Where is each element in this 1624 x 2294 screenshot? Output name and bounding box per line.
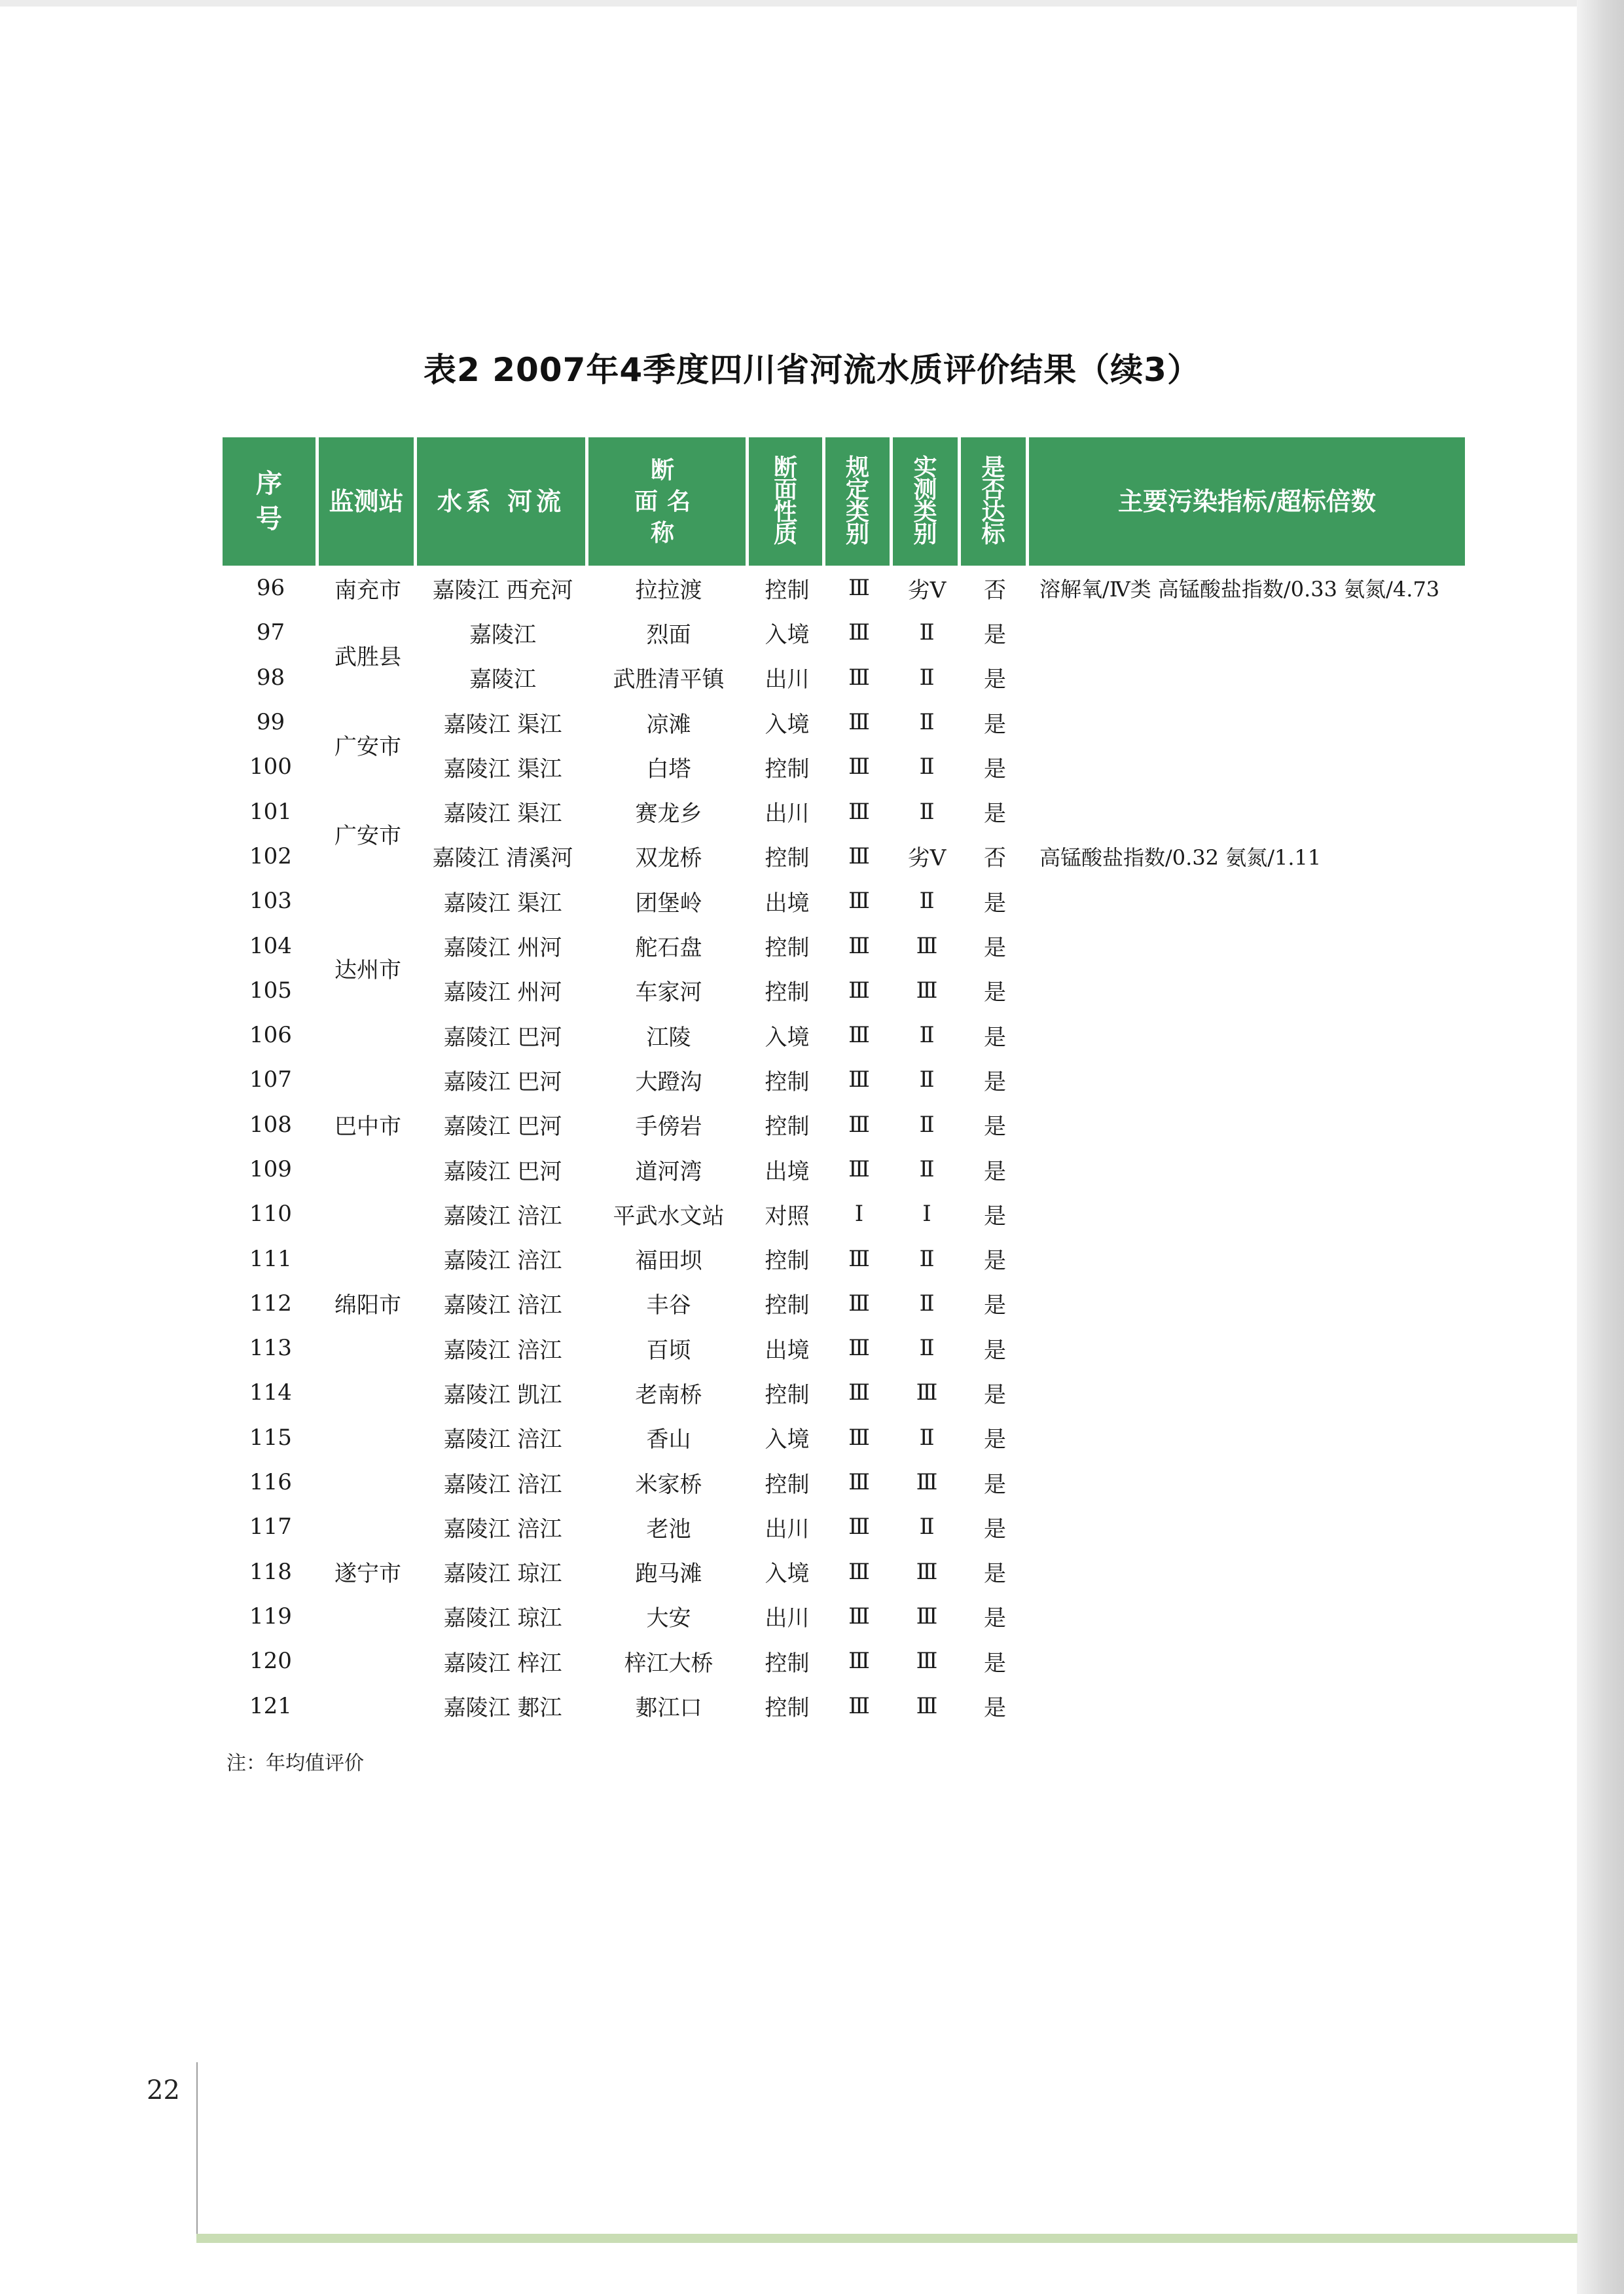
cell-section: 米家桥: [635, 1471, 702, 1498]
header-station: 监测站: [319, 437, 417, 566]
cell-seq: 108: [249, 1111, 292, 1138]
cell-pollutants: [1029, 1236, 1465, 1281]
cell-required: Ⅲ: [848, 843, 870, 869]
cell-nature: 控制: [765, 577, 810, 604]
cell-river: 嘉陵江 凯江: [443, 1381, 562, 1408]
cell-section: 百顷: [646, 1337, 691, 1364]
cell-section: 舵石盘: [635, 935, 702, 962]
cell-meets: 是: [984, 666, 1006, 693]
cell-section: 凉滩: [646, 711, 691, 738]
cell-nature: 控制: [765, 845, 810, 872]
cell-seq: 119: [249, 1603, 292, 1629]
cell-river: 嘉陵江 渠江: [443, 801, 562, 828]
cell-required: Ⅲ: [848, 664, 870, 691]
cell-river: 嘉陵江 涪江: [443, 1337, 562, 1364]
cell-pollutants: [1029, 700, 1465, 744]
cell-pollutants: [1029, 1281, 1465, 1326]
cell-measured: Ⅱ: [919, 1066, 935, 1093]
cell-section: 丰谷: [646, 1292, 691, 1319]
cell-seq: 107: [249, 1066, 292, 1093]
cell-nature: 对照: [765, 1203, 810, 1229]
cell-section: 白塔: [646, 756, 691, 782]
cell-river: 嘉陵江 涪江: [443, 1203, 562, 1229]
cell-seq: 117: [249, 1514, 292, 1540]
cell-required: Ⅲ: [848, 1648, 870, 1675]
cell-river: 嘉陵江 渠江: [443, 890, 562, 917]
cell-pollutants: [1029, 1147, 1465, 1192]
cell-nature: 控制: [765, 1292, 810, 1319]
cell-pollutants: [1029, 1415, 1465, 1460]
cell-river: 嘉陵江 涪江: [443, 1471, 562, 1498]
cell-section: 大安: [646, 1605, 691, 1632]
cell-nature: 出境: [765, 1337, 810, 1364]
cell-required: Ⅲ: [848, 1379, 870, 1406]
cell-station: 巴中市: [334, 1114, 401, 1140]
cell-measured: Ⅲ: [916, 1603, 938, 1629]
water-quality-table: [223, 437, 1465, 1728]
cell-required: Ⅲ: [848, 1603, 870, 1629]
cell-section: 车家河: [635, 979, 702, 1006]
header-seq: 序号: [223, 437, 319, 566]
cell-required: Ⅲ: [848, 1335, 870, 1362]
cell-seq: 98: [256, 664, 285, 691]
table-row: [223, 1057, 1465, 1102]
cell-section: 老南桥: [635, 1381, 702, 1408]
cell-meets: 否: [984, 577, 1006, 604]
cell-seq: 114: [249, 1379, 292, 1406]
cell-nature: 入境: [765, 1561, 810, 1588]
cell-pollutants: [1029, 968, 1465, 1013]
cell-meets: 是: [984, 621, 1006, 648]
cell-pollutants: [1029, 1594, 1465, 1639]
cell-section: 双龙桥: [635, 845, 702, 872]
cell-station: 武胜县: [334, 644, 401, 671]
cell-pollutants: [1029, 1057, 1465, 1102]
cell-meets: 是: [984, 1337, 1006, 1364]
cell-river: 嘉陵江 琼江: [443, 1561, 562, 1588]
cell-meets: 是: [984, 1427, 1006, 1453]
cell-pollutants: [1029, 1370, 1465, 1415]
table-header-row: [223, 437, 1465, 566]
cell-nature: 入境: [765, 621, 810, 648]
cell-section: 老池: [646, 1516, 691, 1542]
cell-pollutants: [1029, 610, 1465, 655]
cell-river: 嘉陵江 涪江: [443, 1292, 562, 1319]
cell-section: 手傍岩: [635, 1114, 702, 1140]
cell-required: Ⅲ: [848, 888, 870, 915]
cell-seq: 120: [249, 1648, 292, 1675]
cell-measured: Ⅱ: [919, 1335, 935, 1362]
cell-pollutants: 溶解氧/Ⅳ类 高锰酸盐指数/0.33 氨氮/4.73: [1039, 577, 1440, 602]
cell-nature: 控制: [765, 1471, 810, 1498]
cell-seq: 100: [249, 754, 292, 780]
table-row: [223, 610, 1465, 655]
cell-river: 嘉陵江 琼江: [443, 1605, 562, 1632]
cell-meets: 是: [984, 1650, 1006, 1677]
cell-river: 嘉陵江 州河: [443, 935, 562, 962]
cell-meets: 是: [984, 1292, 1006, 1319]
cell-river: 嘉陵江 州河: [443, 979, 562, 1006]
cell-meets: 是: [984, 1516, 1006, 1542]
cell-river: 嘉陵江 清溪河: [432, 845, 573, 872]
cell-section: 跑马滩: [635, 1561, 702, 1588]
cell-station: 遂宁市: [334, 1561, 401, 1588]
page-number: 22: [147, 2075, 180, 2105]
cell-nature: 出境: [765, 1158, 810, 1185]
cell-measured: Ⅱ: [919, 664, 935, 691]
cell-nature: 控制: [765, 1381, 810, 1408]
cell-pollutants: [1029, 1550, 1465, 1594]
cell-river: 嘉陵江 巴河: [443, 1068, 562, 1095]
cell-pollutants: [1029, 789, 1465, 833]
cell-river: 嘉陵江: [469, 666, 536, 693]
table-row: [223, 789, 1465, 833]
cell-meets: 是: [984, 1381, 1006, 1408]
cell-required: Ⅲ: [848, 709, 870, 736]
cell-measured: 劣Ⅴ: [907, 577, 947, 604]
cell-measured: Ⅲ: [916, 932, 938, 959]
cell-section: 香山: [646, 1427, 691, 1453]
cell-seq: 106: [249, 1022, 292, 1049]
cell-meets: 是: [984, 1024, 1006, 1051]
cell-meets: 是: [984, 935, 1006, 962]
cell-required: Ⅲ: [848, 619, 870, 646]
cell-seq: 115: [249, 1424, 292, 1451]
cell-measured: Ⅱ: [919, 754, 935, 780]
cell-required: Ⅲ: [848, 575, 870, 602]
cell-nature: 控制: [765, 1650, 810, 1677]
cell-section: 赛龙乡: [635, 801, 702, 828]
cell-seq: 110: [249, 1201, 292, 1228]
cell-section: 平武水文站: [613, 1203, 725, 1229]
cell-meets: 是: [984, 756, 1006, 782]
table-note: 注：年均值评价: [226, 1752, 364, 1775]
cell-required: Ⅲ: [848, 1111, 870, 1138]
cell-station: 广安市: [334, 823, 401, 850]
cell-pollutants: [1029, 1683, 1465, 1728]
cell-measured: Ⅲ: [916, 977, 938, 1004]
cell-section: 拉拉渡: [635, 577, 702, 604]
cell-measured: Ⅱ: [919, 709, 935, 736]
cell-station: 绵阳市: [334, 1292, 401, 1319]
cell-nature: 出川: [765, 666, 810, 693]
cell-river: 嘉陵江 梓江: [443, 1650, 562, 1677]
cell-seq: 99: [256, 709, 285, 736]
cell-required: Ⅲ: [848, 1022, 870, 1049]
cell-seq: 118: [249, 1558, 292, 1585]
cell-pollutants: [1029, 1639, 1465, 1683]
header-required: 规定类别: [825, 437, 893, 566]
cell-pollutants: [1029, 1326, 1465, 1370]
cell-meets: 是: [984, 1471, 1006, 1498]
cell-required: Ⅲ: [848, 1245, 870, 1272]
header-measured: 实测类别: [893, 437, 961, 566]
cell-meets: 是: [984, 1203, 1006, 1229]
cell-nature: 控制: [765, 979, 810, 1006]
cell-nature: 控制: [765, 756, 810, 782]
cell-seq: 113: [249, 1335, 292, 1362]
cell-measured: Ⅲ: [916, 1648, 938, 1675]
header-section: 断 面名 称: [588, 437, 749, 566]
scan-edge-top: [0, 0, 1624, 7]
cell-river: 嘉陵江: [469, 621, 536, 648]
cell-river: 嘉陵江 涪江: [443, 1427, 562, 1453]
cell-required: Ⅲ: [848, 798, 870, 825]
cell-nature: 出川: [765, 1605, 810, 1632]
cell-pollutants: [1029, 744, 1465, 789]
cell-river: 嘉陵江 郪江: [443, 1695, 562, 1722]
cell-river: 嘉陵江 涪江: [443, 1248, 562, 1275]
cell-required: Ⅲ: [848, 1156, 870, 1182]
header-river: 水系 河流: [417, 437, 588, 566]
table-title: 表2 2007年4季度四川省河流水质评价结果（续3）: [424, 351, 1200, 389]
cell-river: 嘉陵江 渠江: [443, 756, 562, 782]
cell-pollutants: [1029, 923, 1465, 968]
cell-meets: 是: [984, 1158, 1006, 1185]
cell-nature: 出川: [765, 1516, 810, 1542]
cell-required: Ⅲ: [848, 1424, 870, 1451]
cell-pollutants: 高锰酸盐指数/0.32 氨氮/1.11: [1039, 845, 1322, 870]
cell-nature: 入境: [765, 1024, 810, 1051]
cell-pollutants: [1029, 1102, 1465, 1147]
cell-seq: 97: [256, 619, 285, 646]
cell-nature: 控制: [765, 1695, 810, 1722]
cell-measured: Ⅱ: [919, 1514, 935, 1540]
cell-section: 福田坝: [635, 1248, 702, 1275]
cell-meets: 是: [984, 979, 1006, 1006]
cell-seq: 121: [249, 1692, 292, 1719]
cell-meets: 是: [984, 890, 1006, 917]
cell-nature: 出川: [765, 801, 810, 828]
table-row: [223, 879, 1465, 923]
cell-river: 嘉陵江 巴河: [443, 1024, 562, 1051]
cell-meets: 是: [984, 711, 1006, 738]
cell-meets: 是: [984, 1248, 1006, 1275]
cell-river: 嘉陵江 西充河: [432, 577, 573, 604]
cell-section: 梓江大桥: [624, 1650, 713, 1677]
cell-required: Ⅲ: [848, 977, 870, 1004]
cell-seq: 109: [249, 1156, 292, 1182]
cell-river: 嘉陵江 巴河: [443, 1158, 562, 1185]
header-meets: 是否达标: [961, 437, 1029, 566]
cell-nature: 控制: [765, 1114, 810, 1140]
cell-nature: 入境: [765, 1427, 810, 1453]
cell-required: Ⅲ: [848, 1514, 870, 1540]
cell-measured: Ⅱ: [919, 1022, 935, 1049]
cell-meets: 是: [984, 1068, 1006, 1095]
cell-section: 大蹬沟: [635, 1068, 702, 1095]
bottom-bar: [196, 2234, 1578, 2243]
table-body: [223, 566, 1465, 1728]
table-row: [223, 1415, 1465, 1460]
cell-river: 嘉陵江 渠江: [443, 711, 562, 738]
cell-meets: 是: [984, 1114, 1006, 1140]
cell-pollutants: [1029, 1013, 1465, 1057]
cell-seq: 103: [249, 888, 292, 915]
cell-seq: 111: [249, 1245, 292, 1272]
cell-seq: 112: [249, 1290, 292, 1317]
cell-nature: 出境: [765, 890, 810, 917]
cell-section: 道河湾: [635, 1158, 702, 1185]
cell-section: 武胜清平镇: [613, 666, 725, 693]
cell-measured: Ⅱ: [919, 1111, 935, 1138]
cell-meets: 否: [984, 845, 1006, 872]
cell-required: Ⅲ: [848, 1066, 870, 1093]
cell-required: Ⅲ: [848, 1692, 870, 1719]
cell-measured: Ⅱ: [919, 1424, 935, 1451]
cell-pollutants: [1029, 1504, 1465, 1549]
cell-pollutants: [1029, 655, 1465, 700]
cell-measured: Ⅲ: [916, 1692, 938, 1719]
cell-meets: 是: [984, 801, 1006, 828]
cell-station: 达州市: [334, 957, 401, 984]
cell-section: 郪江口: [635, 1695, 702, 1722]
cell-measured: Ⅰ: [922, 1201, 931, 1228]
table-row: [223, 700, 1465, 744]
header-pollutants: 主要污染指标/超标倍数: [1029, 437, 1465, 566]
cell-seq: 101: [249, 798, 292, 825]
cell-measured: Ⅱ: [919, 888, 935, 915]
cell-section: 江陵: [646, 1024, 691, 1051]
cell-meets: 是: [984, 1695, 1006, 1722]
cell-required: Ⅲ: [848, 932, 870, 959]
cell-measured: Ⅲ: [916, 1558, 938, 1585]
cell-measured: Ⅱ: [919, 1290, 935, 1317]
cell-meets: 是: [984, 1561, 1006, 1588]
cell-seq: 105: [249, 977, 292, 1004]
cell-section: 团堡岭: [635, 890, 702, 917]
cell-river: 嘉陵江 涪江: [443, 1516, 562, 1542]
cell-measured: Ⅱ: [919, 619, 935, 646]
page-rule: [196, 2062, 198, 2239]
cell-nature: 控制: [765, 935, 810, 962]
cell-nature: 控制: [765, 1068, 810, 1095]
cell-pollutants: [1029, 1460, 1465, 1504]
cell-nature: 入境: [765, 711, 810, 738]
cell-station: 广安市: [334, 733, 401, 760]
cell-measured: Ⅲ: [916, 1379, 938, 1406]
cell-required: Ⅲ: [848, 1558, 870, 1585]
cell-pollutants: [1029, 1192, 1465, 1236]
cell-measured: Ⅱ: [919, 1156, 935, 1182]
cell-seq: 104: [249, 932, 292, 959]
cell-seq: 102: [249, 843, 292, 869]
cell-measured: Ⅲ: [916, 1469, 938, 1496]
cell-seq: 116: [249, 1469, 292, 1496]
cell-station: 南充市: [334, 577, 401, 604]
cell-required: Ⅲ: [848, 754, 870, 780]
table-row: [223, 566, 1465, 610]
cell-pollutants: [1029, 879, 1465, 923]
cell-river: 嘉陵江 巴河: [443, 1114, 562, 1140]
cell-measured: 劣Ⅴ: [907, 845, 947, 872]
cell-section: 烈面: [646, 621, 691, 648]
header-nature: 断面性质: [749, 437, 825, 566]
cell-required: Ⅰ: [854, 1201, 864, 1228]
cell-measured: Ⅱ: [919, 1245, 935, 1272]
cell-seq: 96: [256, 575, 285, 602]
cell-nature: 控制: [765, 1248, 810, 1275]
cell-required: Ⅲ: [848, 1469, 870, 1496]
cell-meets: 是: [984, 1605, 1006, 1632]
cell-required: Ⅲ: [848, 1290, 870, 1317]
cell-measured: Ⅱ: [919, 798, 935, 825]
table-row: [223, 1192, 1465, 1236]
